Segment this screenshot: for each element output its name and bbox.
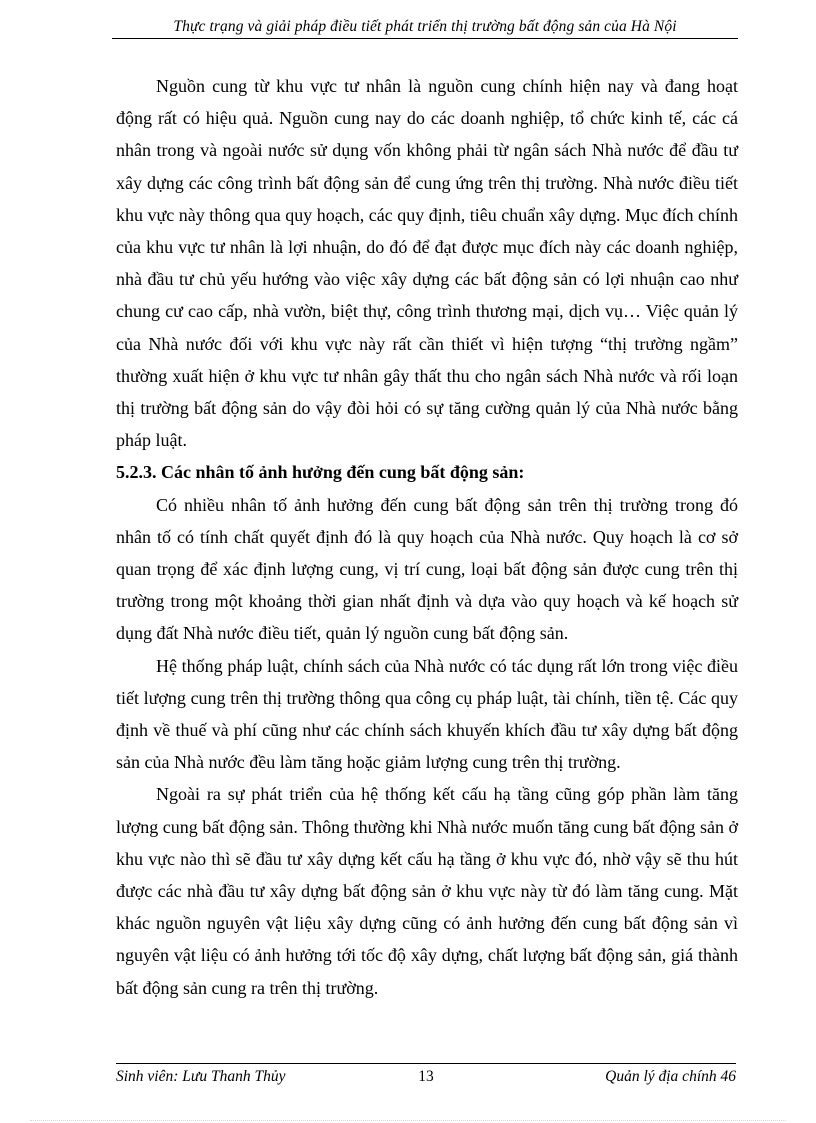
paragraph-planning-factor: Có nhiều nhân tố ảnh hưởng đến cung bất động sản trên thị trường trong đó nhân tố có tính chất quyết định đó là quy hoạch của Nhà nước. Quy hoạch là cơ sở quan trọng để xác định lượng cung, vị trí cung, loại bất động sản được cung trên thị trường trong một khoảng thời gian nhất định và dựa vào quy hoạch và kế hoạch sử dụng đất Nhà nước điều tiết, quản lý nguồn cung bất động sản. [116,494,738,644]
page-footer [116,1068,736,1088]
footer-page-number: 13 [418,1068,434,1085]
footer-student: Sinh viên: Lưu Thanh Thủy [116,1068,286,1085]
page-body [116,70,738,1004]
section-heading: 5.2.3. Các nhân tố ảnh hưởng đến cung bất động sản: [116,462,525,483]
page-bottom-border [30,1120,786,1121]
paragraph-private-supply: Nguồn cung từ khu vực tư nhân là nguồn cung chính hiện nay và đang hoạt động rất có hiệu quả. Nguồn cung nay do các doanh nghiệp, tổ chức kinh tế, các cá nhân trong và ngoài nước sử dụng vốn không phải từ ngân sách Nhà nước để đầu tư xây dựng các công trình bất động sản để cung ứng trên thị trường. Nhà nước điều tiết khu vực này thông qua quy hoạch, các quy định, tiêu chuẩn xây dựng. Mục đích chính của khu vực tư nhân là lợi nhuận, do đó để đạt được mục đích này các doanh nghiệp, nhà đầu tư chủ yếu hướng vào việc xây dựng các bất động sản có lợi nhuận cao như chung cư cao cấp, nhà vườn, biệt thự, công trình thương mại, dịch vụ… Việc quản lý của Nhà nước đối với khu vực này rất cần thiết vì hiện tượng “thị trường ngầm” thường xuất hiện ở khu vực tư nhân gây thất thu cho ngân sách Nhà nước và rối loạn thị trường bất động sản do vậy đòi hỏi có sự tăng cường quản lý của Nhà nước bằng pháp luật. [116,76,738,451]
page-header: Thực trạng và giải pháp điều tiết phát triển thị trường bất động sản của Hà Nội [173,18,677,35]
footer-class: Quản lý địa chính 46 [605,1068,736,1085]
paragraph-legal-policy: Hệ thống pháp luật, chính sách của Nhà nước có tác dụng rất lớn trong việc điều tiết lượng cung trên thị trường thông qua công cụ pháp luật, tài chính, tiền tệ. Các quy định về thuế và phí cũng như các chính sách khuyến khích đầu tư xây dựng bất động sản của Nhà nước đều làm tăng hoặc giảm lượng cung trên thị trường. [116,655,738,773]
paragraph-infrastructure: Ngoài ra sự phát triển của hệ thống kết cấu hạ tầng cũng góp phần làm tăng lượng cung bất động sản. Thông thường khi Nhà nước muốn tăng cung bất động sản ở khu vực nào thì sẽ đầu tư xây dựng kết cấu hạ tầng ở khu vực đó, nhờ vậy sẽ thu hút được các nhà đầu tư xây dựng bất động sản ở khu vực này từ đó làm tăng cung. Mặt khác nguồn nguyên vật liệu xây dựng cũng có ảnh hưởng đến cung bất động sản vì nguyên vật liệu có ảnh hưởng tới tốc độ xây dựng, chất lượng bất động sản, giá thành bất động sản cung ra trên thị trường. [116,784,738,998]
footer-divider [116,1063,736,1064]
header-divider [112,38,738,39]
